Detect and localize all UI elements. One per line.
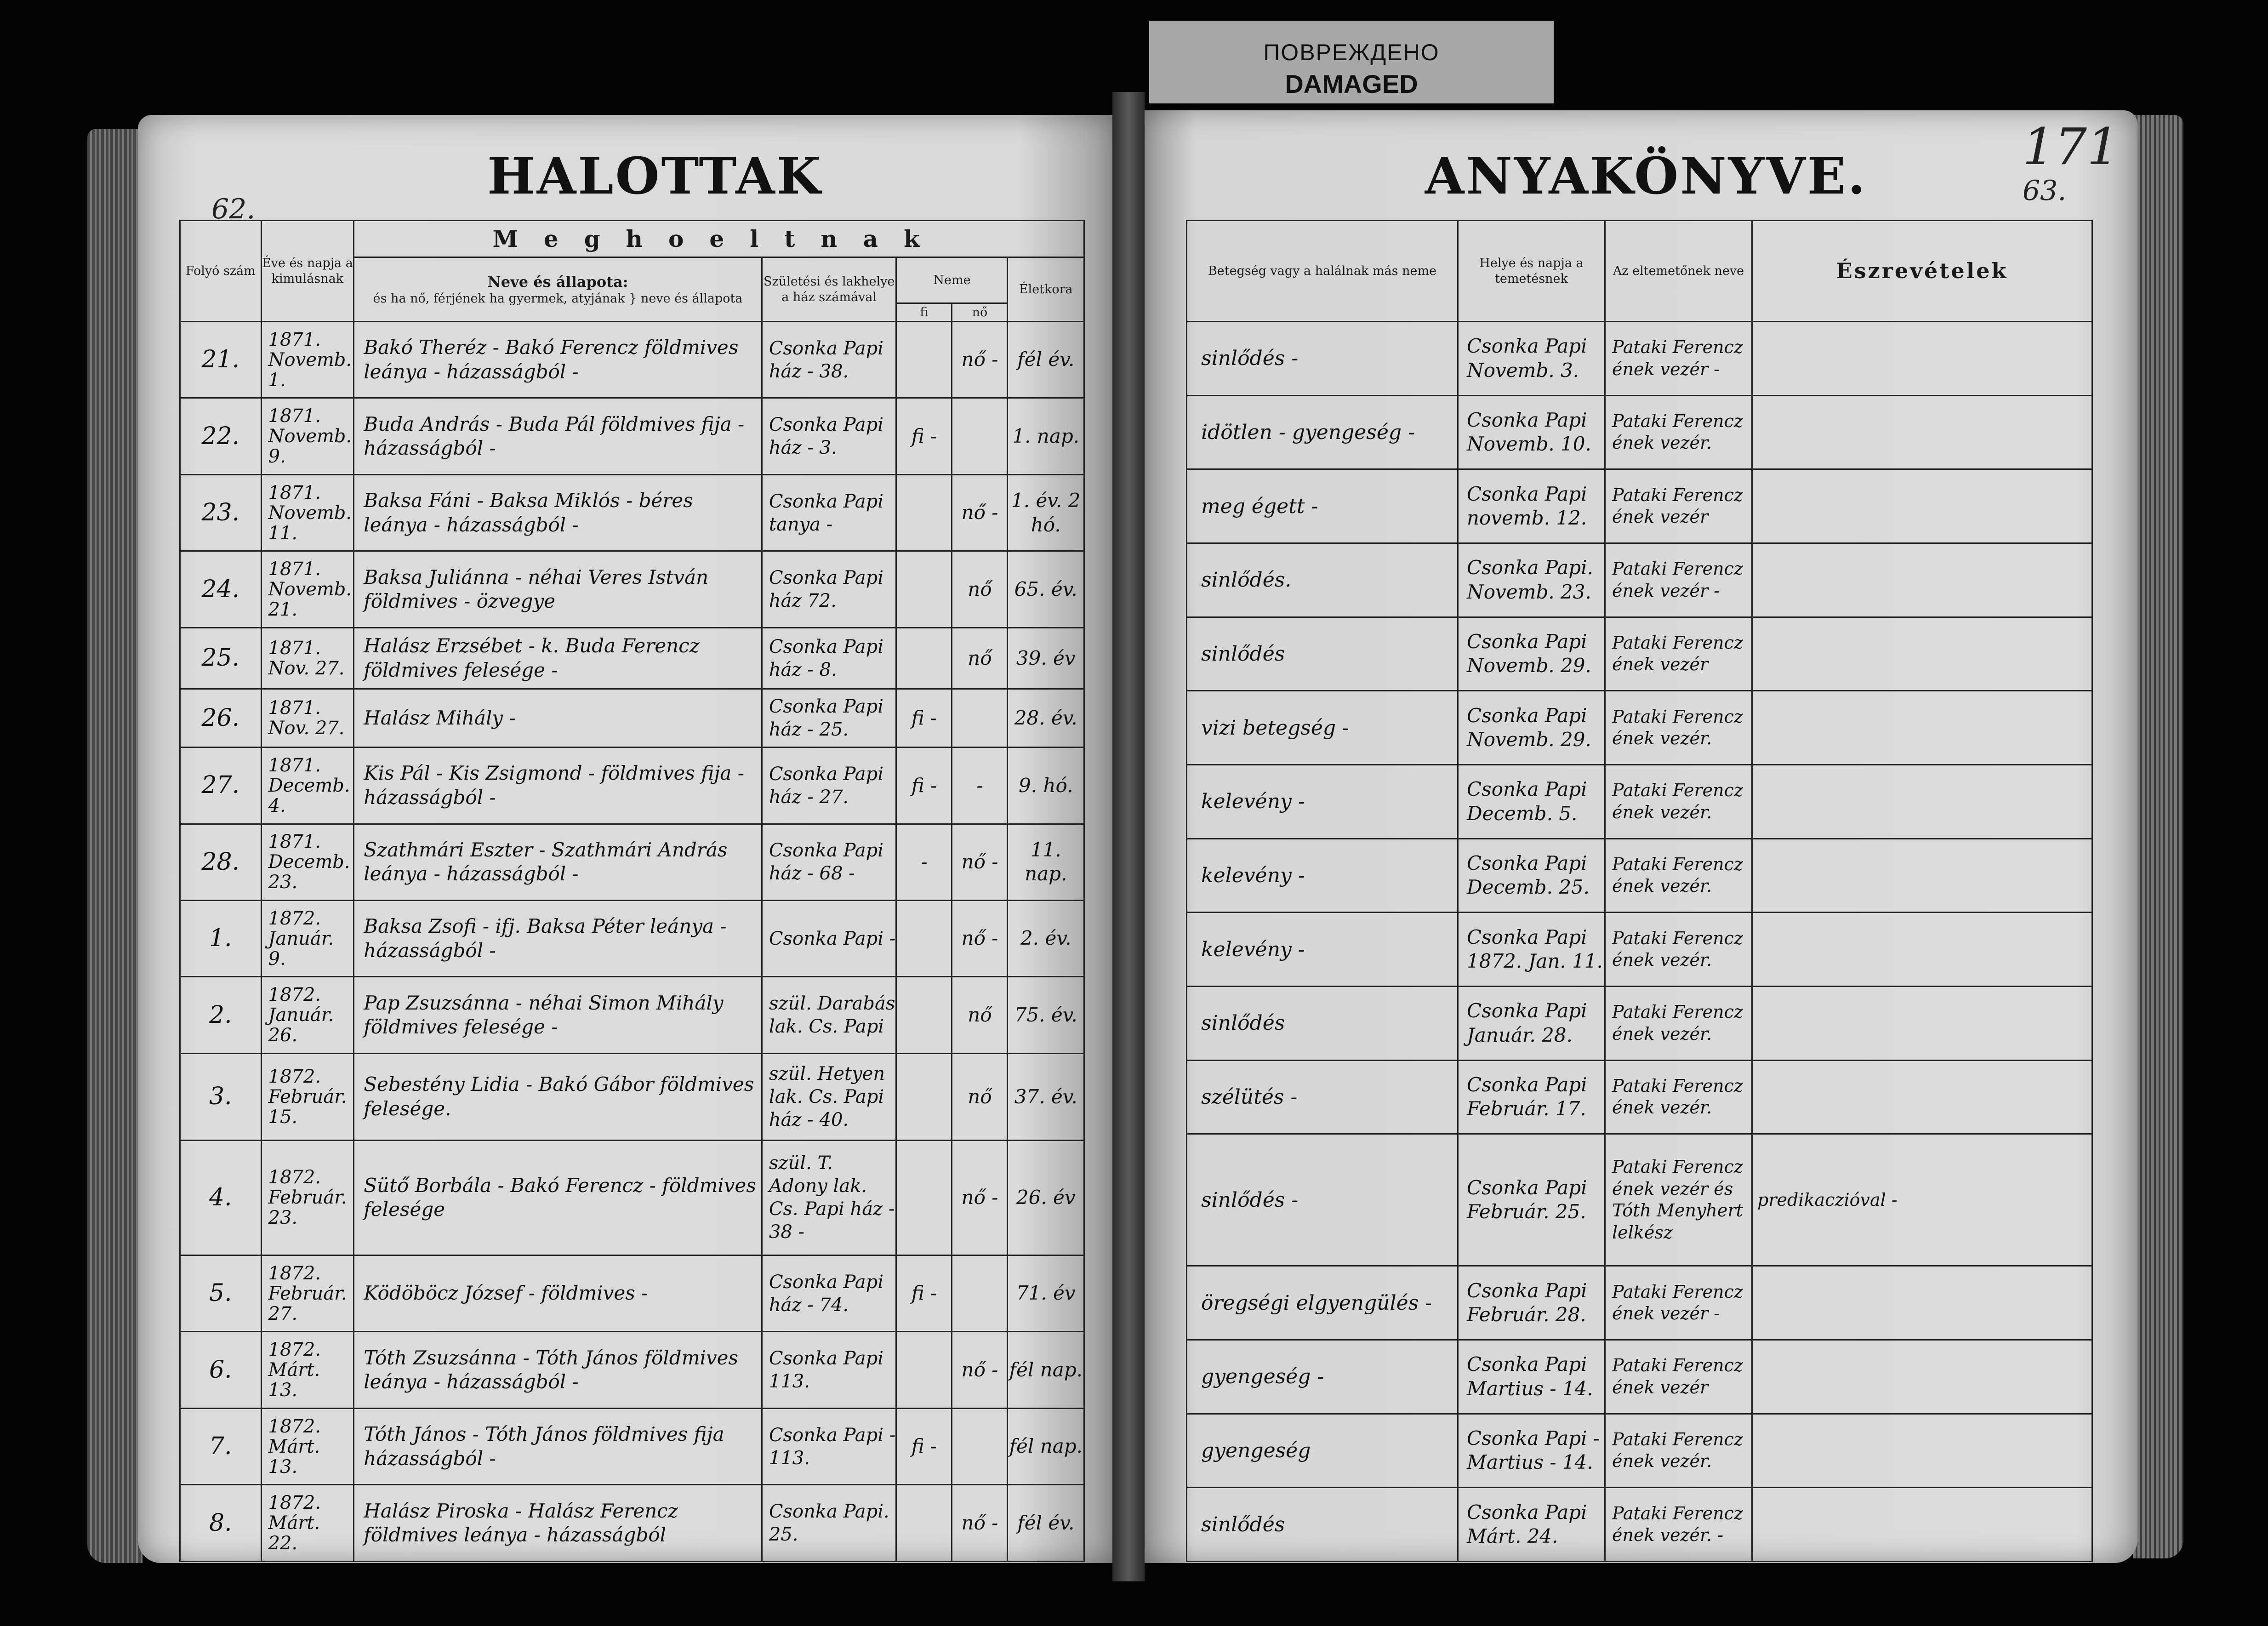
sex-male	[896, 628, 952, 689]
cause-of-death: gyengeség	[1187, 1414, 1458, 1488]
burial-place-date: Csonka Papi. Novemb. 23.	[1458, 543, 1605, 617]
birth-residence: Csonka Papi ház - 3.	[762, 398, 896, 474]
officiant-name: Pataki Ferencz ének vezér -	[1605, 322, 1752, 396]
header-fi: fi	[896, 303, 952, 322]
sex-female: nő	[952, 551, 1008, 628]
table-row	[180, 1408, 1084, 1484]
folio-annotation: 171	[2023, 117, 2119, 176]
officiant-name: Pataki Ferencz ének vezér.	[1605, 691, 1752, 765]
table-row	[1187, 691, 2092, 765]
death-date: 1871. Novemb. 9.	[261, 398, 354, 474]
officiant-name: Pataki Ferencz ének vezér.	[1605, 913, 1752, 987]
officiant-name: Pataki Ferencz ének vezér	[1605, 617, 1752, 691]
death-date: 1871. Novemb. 1.	[261, 322, 354, 398]
burial-place-date: Csonka Papi Martius - 14.	[1458, 1340, 1605, 1414]
cause-of-death: sinlődés	[1187, 617, 1458, 691]
table-row	[180, 824, 1084, 900]
sex-male	[896, 551, 952, 628]
right-page-title: ANYAKÖNYVE.	[1425, 146, 1867, 205]
birth-residence: Csonka Papi ház - 68 -	[762, 824, 896, 900]
burial-place-date: Csonka Papi 1872. Jan. 11.	[1458, 913, 1605, 987]
remarks	[1752, 913, 2092, 987]
remarks	[1752, 691, 2092, 765]
row-number: 22.	[180, 398, 262, 474]
burial-place-date: Csonka Papi Decemb. 5.	[1458, 765, 1605, 839]
header-folyo-szam: Folyó szám	[180, 221, 262, 322]
deceased-name: Ködöböcz József - földmives -	[354, 1255, 762, 1331]
burial-place-date: Csonka Papi Novemb. 3.	[1458, 322, 1605, 396]
sex-male: fi -	[896, 1255, 952, 1331]
remarks	[1752, 322, 2092, 396]
death-date: 1872. Február. 23.	[261, 1140, 354, 1255]
table-row	[1187, 322, 2092, 396]
book-edge-right	[2133, 115, 2183, 1558]
officiant-name: Pataki Ferencz ének vezér.	[1605, 1414, 1752, 1488]
birth-residence: Csonka Papi ház - 8.	[762, 628, 896, 689]
burial-place-date: Csonka Papi Decemb. 25.	[1458, 839, 1605, 913]
row-number: 4.	[180, 1140, 262, 1255]
deceased-name: Baksa Fáni - Baksa Miklós - béres leánya - házasságból -	[354, 474, 762, 551]
table-row	[180, 901, 1084, 977]
cause-of-death: sinlődés	[1187, 986, 1458, 1060]
birth-residence: Csonka Papi - 113.	[762, 1408, 896, 1484]
sex-male	[896, 1053, 952, 1140]
cause-of-death: kelevény -	[1187, 765, 1458, 839]
remarks	[1752, 1414, 2092, 1488]
sex-male	[896, 322, 952, 398]
row-number: 7.	[180, 1408, 262, 1484]
remarks	[1752, 469, 2092, 543]
officiant-name: Pataki Ferencz ének vezér.	[1605, 986, 1752, 1060]
burial-place-date: Csonka Papi Novemb. 29.	[1458, 617, 1605, 691]
cause-of-death: sinlődés.	[1187, 543, 1458, 617]
table-row	[180, 1140, 1084, 1255]
deceased-name: Baksa Zsofi - ifj. Baksa Péter leánya - házasságból -	[354, 901, 762, 977]
table-row	[180, 977, 1084, 1053]
cause-of-death: kelevény -	[1187, 839, 1458, 913]
sex-male	[896, 977, 952, 1053]
age: 1. nap.	[1008, 398, 1084, 474]
sex-female: nő -	[952, 1332, 1008, 1408]
deceased-name: Bakó Theréz - Bakó Ferencz földmives leánya - házasságból -	[354, 322, 762, 398]
row-number: 21.	[180, 322, 262, 398]
birth-residence: Csonka Papi ház 72.	[762, 551, 896, 628]
row-number: 23.	[180, 474, 262, 551]
header-neve-title: Neve és állapota:	[487, 273, 628, 291]
sex-female: -	[952, 747, 1008, 824]
age: fél nap.	[1008, 1332, 1084, 1408]
deceased-name: Kis Pál - Kis Zsigmond - földmives fija - házasságból -	[354, 747, 762, 824]
sex-male: fi -	[896, 1408, 952, 1484]
birth-residence: szül. Hetyen lak. Cs. Papi ház - 40.	[762, 1053, 896, 1140]
sex-female: nő	[952, 628, 1008, 689]
age: 71. év	[1008, 1255, 1084, 1331]
left-page-title: HALOTTAK	[487, 146, 823, 205]
table-row	[180, 474, 1084, 551]
row-number: 5.	[180, 1255, 262, 1331]
sex-female: nő -	[952, 1485, 1008, 1562]
book-spine	[1112, 92, 1145, 1581]
death-date: 1872. Február. 15.	[261, 1053, 354, 1140]
remarks	[1752, 543, 2092, 617]
remarks	[1752, 765, 2092, 839]
officiant-name: Pataki Ferencz ének vezér.	[1605, 765, 1752, 839]
table-row	[180, 322, 1084, 398]
sex-male: fi -	[896, 747, 952, 824]
row-number: 1.	[180, 901, 262, 977]
cause-of-death: meg égett -	[1187, 469, 1458, 543]
table-row	[1187, 1060, 2092, 1134]
age: fél nap.	[1008, 1408, 1084, 1484]
cause-of-death: idötlen - gyengeség -	[1187, 395, 1458, 469]
sex-female: nő -	[952, 824, 1008, 900]
remarks	[1752, 839, 2092, 913]
sex-male: fi -	[896, 689, 952, 747]
burial-place-date: Csonka Papi Január. 28.	[1458, 986, 1605, 1060]
header-betegseg: Betegség vagy a halálnak más neme	[1187, 221, 1458, 322]
header-neve-sub2: neve és állapota	[640, 291, 743, 306]
sex-female: nő -	[952, 474, 1008, 551]
sex-female	[952, 1255, 1008, 1331]
remarks	[1752, 986, 2092, 1060]
sex-female: nő	[952, 1053, 1008, 1140]
sex-male: -	[896, 824, 952, 900]
death-date: 1871. Decemb. 4.	[261, 747, 354, 824]
header-neve-sub1: és ha nő, férjének ha gyermek, atyjának	[373, 291, 625, 306]
header-neme: Neme	[896, 257, 1008, 303]
header-meghaltnak: Meghoeltnak	[354, 221, 1084, 257]
burial-place-date: Csonka Papi Márt. 24.	[1458, 1488, 1605, 1562]
table-row	[180, 689, 1084, 747]
table-row	[1187, 1266, 2092, 1340]
burial-place-date: Csonka Papi Február. 25.	[1458, 1134, 1605, 1266]
sex-male	[896, 1485, 952, 1562]
sex-female	[952, 1408, 1008, 1484]
officiant-name: Pataki Ferencz ének vezér.	[1605, 395, 1752, 469]
age: 26. év	[1008, 1140, 1084, 1255]
age: 65. év.	[1008, 551, 1084, 628]
row-number: 28.	[180, 824, 262, 900]
birth-residence: Csonka Papi ház - 38.	[762, 322, 896, 398]
table-row	[1187, 1340, 2092, 1414]
death-date: 1872. Január. 26.	[261, 977, 354, 1053]
table-row	[1187, 765, 2092, 839]
burial-place-date: Csonka Papi Február. 28.	[1458, 1266, 1605, 1340]
officiant-name: Pataki Ferencz ének vezér -	[1605, 543, 1752, 617]
row-number: 25.	[180, 628, 262, 689]
officiant-name: Pataki Ferencz ének vezér	[1605, 1340, 1752, 1414]
damaged-label-en: DAMAGED	[1285, 69, 1418, 98]
burial-place-date: Csonka Papi Február. 17.	[1458, 1060, 1605, 1134]
sex-female: nő -	[952, 901, 1008, 977]
sex-female: nő	[952, 977, 1008, 1053]
age: 1. év. 2 hó.	[1008, 474, 1084, 551]
row-number: 26.	[180, 689, 262, 747]
table-row	[180, 628, 1084, 689]
table-row	[1187, 1414, 2092, 1488]
officiant-name: Pataki Ferencz ének vezér	[1605, 469, 1752, 543]
sex-male	[896, 1140, 952, 1255]
age: 28. év.	[1008, 689, 1084, 747]
table-row	[1187, 913, 2092, 987]
row-number: 8.	[180, 1485, 262, 1562]
table-row	[180, 1485, 1084, 1562]
cause-of-death: vizi betegség -	[1187, 691, 1458, 765]
remarks	[1752, 1060, 2092, 1134]
cause-of-death: sinlődés	[1187, 1488, 1458, 1562]
death-date: 1872. Január. 9.	[261, 901, 354, 977]
officiant-name: Pataki Ferencz ének vezér. -	[1605, 1488, 1752, 1562]
death-date: 1872. Márt. 13.	[261, 1408, 354, 1484]
death-date: 1871. Nov. 27.	[261, 628, 354, 689]
age: fél év.	[1008, 1485, 1084, 1562]
book-edge-left	[87, 129, 142, 1563]
header-neve-allapota: Neve és állapota: és ha nő, férjének ha gyermek, atyjának } neve és állapota	[354, 257, 762, 322]
birth-residence: szül. Darabás lak. Cs. Papi	[762, 977, 896, 1053]
death-date: 1871. Novemb. 21.	[261, 551, 354, 628]
sex-male	[896, 901, 952, 977]
cause-of-death: sinlődés -	[1187, 1134, 1458, 1266]
table-row	[180, 1053, 1084, 1140]
table-row	[180, 398, 1084, 474]
sex-female	[952, 398, 1008, 474]
deceased-name: Tóth János - Tóth János földmives fija házasságból -	[354, 1408, 762, 1484]
deceased-name: Szathmári Eszter - Szathmári András leánya - házasságból -	[354, 824, 762, 900]
row-number: 24.	[180, 551, 262, 628]
remarks	[1752, 1340, 2092, 1414]
birth-residence: Csonka Papi 113.	[762, 1332, 896, 1408]
table-row	[1187, 543, 2092, 617]
cause-of-death: sinlődés -	[1187, 322, 1458, 396]
table-row	[1187, 1488, 2092, 1562]
deceased-name: Halász Erzsébet - k. Buda Ferencz földmives felesége -	[354, 628, 762, 689]
age: 9. hó.	[1008, 747, 1084, 824]
remarks	[1752, 1266, 2092, 1340]
deceased-name: Halász Mihály -	[354, 689, 762, 747]
age: 75. év.	[1008, 977, 1084, 1053]
deceased-name: Sütő Borbála - Bakó Ferencz - földmives felesége	[354, 1140, 762, 1255]
row-number: 6.	[180, 1332, 262, 1408]
death-date: 1872. Márt. 22.	[261, 1485, 354, 1562]
remarks	[1752, 617, 2092, 691]
officiant-name: Pataki Ferencz ének vezér -	[1605, 1266, 1752, 1340]
cause-of-death: gyengeség -	[1187, 1340, 1458, 1414]
death-date: 1871. Nov. 27.	[261, 689, 354, 747]
deceased-name: Pap Zsuzsánna - néhai Simon Mihály földmives felesége -	[354, 977, 762, 1053]
row-number: 27.	[180, 747, 262, 824]
death-date: 1871. Novemb. 11.	[261, 474, 354, 551]
sex-male: fi -	[896, 398, 952, 474]
burial-place-date: Csonka Papi Novemb. 10.	[1458, 395, 1605, 469]
table-row	[1187, 839, 2092, 913]
row-number: 2.	[180, 977, 262, 1053]
burial-place-date: Csonka Papi novemb. 12.	[1458, 469, 1605, 543]
death-date: 1872. Február. 27.	[261, 1255, 354, 1331]
table-row	[180, 551, 1084, 628]
burial-place-date: Csonka Papi Novemb. 29.	[1458, 691, 1605, 765]
deceased-name: Baksa Juliánna - néhai Veres István földmives - özvegye	[354, 551, 762, 628]
sex-female	[952, 689, 1008, 747]
deceased-name: Tóth Zsuzsánna - Tóth János földmives leánya - házasságból -	[354, 1332, 762, 1408]
birth-residence: Csonka Papi -	[762, 901, 896, 977]
sex-male	[896, 474, 952, 551]
cause-of-death: kelevény -	[1187, 913, 1458, 987]
birth-residence: szül. T. Adony lak. Cs. Papi ház - 38 -	[762, 1140, 896, 1255]
birth-residence: Csonka Papi. 25.	[762, 1485, 896, 1562]
header-no: nő	[952, 303, 1008, 322]
age: 39. év	[1008, 628, 1084, 689]
damaged-label-ru: ПОВРЕЖДЕНО	[1263, 40, 1440, 65]
remarks: predikaczióval -	[1752, 1134, 2092, 1266]
sex-male	[896, 1332, 952, 1408]
birth-residence: Csonka Papi tanya -	[762, 474, 896, 551]
officiant-name: Pataki Ferencz ének vezér.	[1605, 839, 1752, 913]
remarks	[1752, 395, 2092, 469]
table-row	[1187, 986, 2092, 1060]
remarks	[1752, 1488, 2092, 1562]
sex-female: nő -	[952, 1140, 1008, 1255]
death-date: 1872. Márt. 13.	[261, 1332, 354, 1408]
header-eve-napja: Éve és napja a kimulásnak	[261, 221, 354, 322]
table-row	[1187, 617, 2092, 691]
death-date: 1871. Decemb. 23.	[261, 824, 354, 900]
birth-residence: Csonka Papi ház - 25.	[762, 689, 896, 747]
left-page-number: 62.	[211, 193, 256, 225]
right-page-number: 63.	[2023, 175, 2067, 207]
deceased-name: Sebestény Lidia - Bakó Gábor földmives felesége.	[354, 1053, 762, 1140]
birth-residence: Csonka Papi ház - 74.	[762, 1255, 896, 1331]
table-row	[180, 1255, 1084, 1331]
deceased-name: Halász Piroska - Halász Ferencz földmives leánya - házasságból	[354, 1485, 762, 1562]
header-szuletesi: Születési és lakhelye a ház számával	[762, 257, 896, 322]
sex-female: nő -	[952, 322, 1008, 398]
header-helye: Helye és napja a temetésnek	[1458, 221, 1605, 322]
age: 2. év.	[1008, 901, 1084, 977]
table-row	[180, 747, 1084, 824]
header-eszrevetelek: Észrevételek	[1752, 221, 2092, 322]
cause-of-death: öregségi elgyengülés -	[1187, 1266, 1458, 1340]
table-row	[180, 1332, 1084, 1408]
deceased-name: Buda András - Buda Pál földmives fija - házasságból -	[354, 398, 762, 474]
birth-residence: Csonka Papi ház - 27.	[762, 747, 896, 824]
table-row	[1187, 1134, 2092, 1266]
officiant-name: Pataki Ferencz ének vezér és Tóth Menyhert lelkész	[1605, 1134, 1752, 1266]
table-row	[1187, 395, 2092, 469]
table-row	[1187, 469, 2092, 543]
damaged-label	[1149, 21, 1554, 103]
cause-of-death: szélütés -	[1187, 1060, 1458, 1134]
officiant-name: Pataki Ferencz ének vezér.	[1605, 1060, 1752, 1134]
age: fél év.	[1008, 322, 1084, 398]
burial-place-date: Csonka Papi - Martius - 14.	[1458, 1414, 1605, 1488]
left-register-table	[179, 220, 1085, 1562]
header-eletkora: Életkora	[1008, 257, 1084, 322]
right-register-table	[1186, 220, 2093, 1562]
row-number: 3.	[180, 1053, 262, 1140]
age: 11. nap.	[1008, 824, 1084, 900]
header-eltemeto: Az eltemetőnek neve	[1605, 221, 1752, 322]
age: 37. év.	[1008, 1053, 1084, 1140]
